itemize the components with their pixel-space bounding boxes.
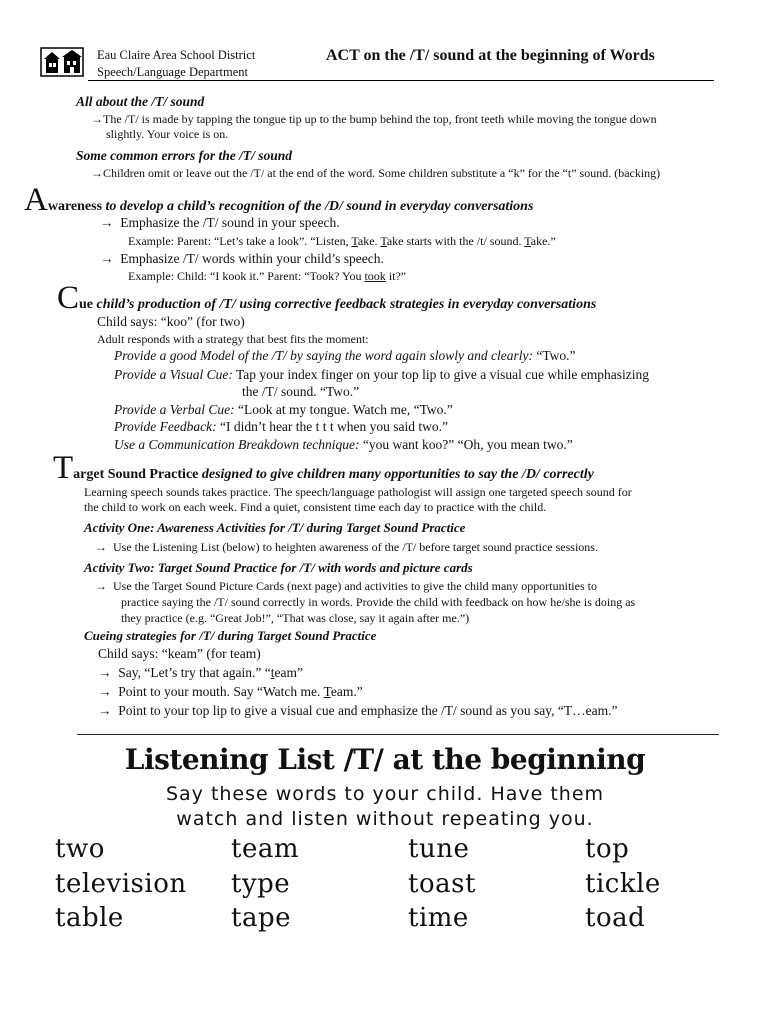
section-divider <box>77 734 719 735</box>
cue-heading <box>57 282 596 315</box>
header-rule <box>88 80 714 81</box>
word-item: toad <box>585 903 646 933</box>
text: T <box>323 684 331 699</box>
text: Point to your top lip to give a visual cue and emphasize the /T/ sound as you say, “T…eam.” <box>118 703 618 718</box>
text: “you want koo?” “Oh, you mean two.” <box>359 437 573 452</box>
arrow-icon: → <box>98 684 112 699</box>
cueing-item-3 <box>98 703 618 719</box>
cue-strategy-visual-cont: the /T/ sound. “Two.” <box>242 384 360 399</box>
activity-two-heading: Activity Two: Target Sound Practice for /T/ with words and picture cards <box>84 560 473 575</box>
cue-initial: C <box>57 280 80 316</box>
arrow-icon: → <box>91 112 103 126</box>
awareness-initial: A <box>24 182 48 218</box>
text: ake starts with the /t/ sound. <box>386 234 525 248</box>
text: Tap your index finger on your top lip to give a visual cue while emphasizing <box>232 367 649 382</box>
arrow-icon: → <box>98 703 112 718</box>
activity-two-text-3: they practice (e.g. “Great Job!”, “That was close, say it again after me.”) <box>121 611 470 625</box>
word-item: team <box>231 834 299 864</box>
cue-strategy-feedback <box>114 419 448 435</box>
text: Provide Feedback: <box>114 419 217 434</box>
activity-one-text <box>95 540 598 555</box>
arrow-icon: → <box>98 665 112 680</box>
about-heading: All about the /T/ sound <box>76 94 205 109</box>
cue-adult-responds: Adult responds with a strategy that best fits the moment: <box>97 332 369 346</box>
word-item: two <box>55 834 105 864</box>
word-item: tickle <box>585 869 661 899</box>
text: it?” <box>385 269 407 283</box>
department-name: Speech/Language Department <box>97 65 248 79</box>
word-item: tune <box>408 834 470 864</box>
text: ake.” <box>530 234 556 248</box>
district-logo <box>40 47 84 77</box>
cue-strategy-verbal <box>114 402 453 418</box>
text: Use a Communication Breakdown technique: <box>114 437 360 452</box>
text: T <box>380 234 387 248</box>
district-name: Eau Claire Area School District <box>97 48 256 62</box>
awareness-bullet-1 <box>100 215 340 231</box>
text: Provide a Visual Cue: <box>114 367 233 382</box>
about-text-line1 <box>91 112 657 127</box>
activity-one-heading: Activity One: Awareness Activities for /T/ during Target Sound Practice <box>84 520 466 535</box>
word-item: time <box>408 903 469 933</box>
text: took <box>364 269 386 283</box>
errors-text <box>91 166 660 181</box>
awareness-word: wareness <box>47 199 103 214</box>
text: ake. <box>357 234 381 248</box>
target-heading <box>53 452 594 485</box>
activity-two-text-1 <box>95 579 597 594</box>
text: Use the Target Sound Picture Cards (next page) and activities to give the child many opportunities to <box>113 579 597 593</box>
text: “Two.” <box>532 348 576 363</box>
word-item: toast <box>408 869 476 899</box>
target-rest: designed to give children many opportunities to say the /D/ correctly <box>198 467 594 482</box>
word-item: type <box>231 869 291 899</box>
target-heading-text <box>73 467 594 482</box>
arrow-icon: → <box>95 579 107 593</box>
awareness-bullet-1-text: Emphasize the /T/ sound in your speech. <box>120 215 340 230</box>
text: Say, “Let’s try that again.” “ <box>118 665 271 680</box>
text: t <box>270 665 275 680</box>
word-item: table <box>55 903 124 933</box>
cueing-strategies-heading: Cueing strategies for /T/ during Target Sound Practice <box>84 628 377 643</box>
text: “Look at my tongue. Watch me, “Two.” <box>234 402 453 417</box>
cue-rest: child’s production of /T/ using corrective feedback strategies in everyday conversations <box>93 297 597 312</box>
listening-list-subtitle-2: watch and listen without repeating you. <box>176 808 594 830</box>
target-child-says: Child says: “keam” (for team) <box>98 646 261 661</box>
text: Provide a Verbal Cue: <box>114 402 235 417</box>
word-item: top <box>585 834 630 864</box>
text: Example: Child: “I kook it.” Parent: “Took? You <box>128 269 365 283</box>
listening-list-title: Listening List /T/ at the beginning <box>124 743 646 776</box>
awareness-example-1 <box>128 234 556 249</box>
arrow-icon: → <box>91 166 103 180</box>
text: Example: Parent: “Let’s take a look”. “Listen, <box>128 234 352 248</box>
text: eam.” <box>330 684 363 699</box>
text: T <box>524 234 531 248</box>
text: eam” <box>274 665 303 680</box>
awareness-rest: to develop a child’s recognition of the /D/ sound in everyday conversations <box>102 199 534 214</box>
target-word: arget Sound Practice <box>73 467 199 482</box>
text: Use the Listening List (below) to heighten awareness of the /T/ before target sound practice sessions. <box>113 540 598 554</box>
text: “I didn’t hear the t t t when you said two.” <box>216 419 449 434</box>
awareness-heading-text <box>48 199 534 214</box>
awareness-heading <box>24 184 533 217</box>
errors-text-body: Children omit or leave out the /T/ at the end of the word. Some children substitute a “k” for the “t” sound. (backing) <box>103 166 661 180</box>
errors-heading: Some common errors for the /T/ sound <box>76 148 293 163</box>
about-text-1: The /T/ is made by tapping the tongue tip up to the bump behind the top, front teeth while moving the tongue down <box>103 112 657 126</box>
word-item: tape <box>231 903 291 933</box>
target-intro-1: Learning speech sounds takes practice. The speech/language pathologist will assign one targeted speech sound for <box>84 485 632 499</box>
text: Point to your mouth. Say “Watch me. <box>118 684 324 699</box>
cue-strategy-breakdown <box>114 437 573 453</box>
word-item: television <box>55 869 187 899</box>
arrow-icon: → <box>95 540 107 554</box>
cue-strategy-model <box>114 348 576 364</box>
about-text-line2: slightly. Your voice is on. <box>106 127 229 141</box>
cue-heading-text <box>79 297 596 312</box>
text: Provide a good Model of the /T/ by saying the word again slowly and clearly: <box>114 348 533 363</box>
text: T <box>351 234 358 248</box>
activity-two-text-2: practice saying the /T/ sound correctly in words. Provide the child with feedback on how he/she is doing as <box>121 595 636 609</box>
arrow-icon: → <box>100 215 114 230</box>
cue-child-says: Child says: “koo” (for two) <box>97 314 245 329</box>
arrow-icon: → <box>100 251 114 266</box>
listening-list-subtitle-1: Say these words to your child. Have them <box>165 783 605 805</box>
cue-strategy-visual <box>114 367 649 383</box>
target-initial: T <box>53 450 74 486</box>
cue-word: ue <box>79 297 94 312</box>
awareness-bullet-2 <box>100 251 384 267</box>
page-title: ACT on the /T/ sound at the beginning of Words <box>326 47 655 64</box>
awareness-bullet-2-text: Emphasize /T/ words within your child’s speech. <box>120 251 384 266</box>
cueing-item-1 <box>98 665 303 681</box>
target-intro-2: the child to work on each week. Find a quiet, consistent time each day to practice with the child. <box>84 500 547 514</box>
cueing-item-2 <box>98 684 363 700</box>
